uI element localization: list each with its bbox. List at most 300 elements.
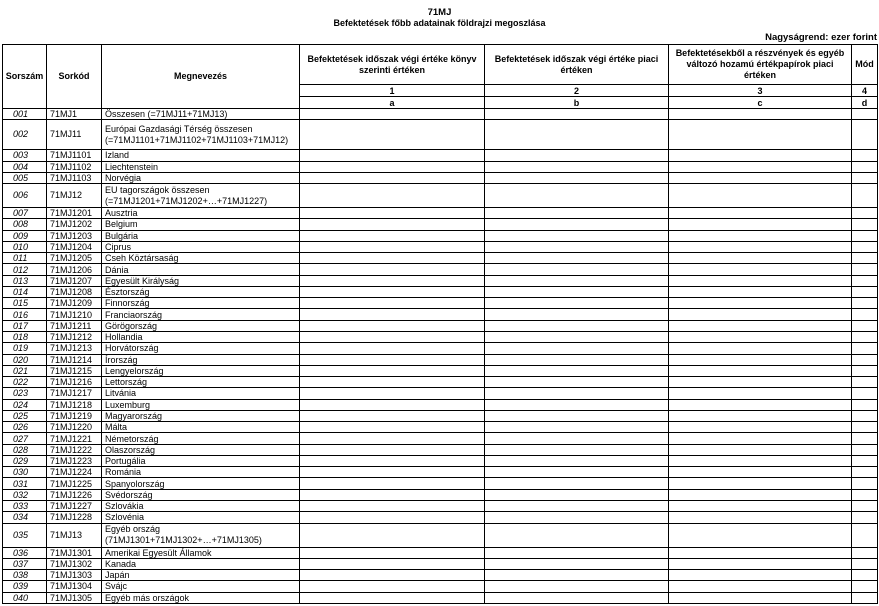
- value-cell-col-2[interactable]: [485, 320, 669, 331]
- value-cell-col-2[interactable]: [485, 109, 669, 120]
- value-cell-mod[interactable]: [852, 219, 878, 230]
- value-cell-col-3[interactable]: [669, 109, 852, 120]
- row-megnevezes: Szlovénia: [102, 512, 300, 523]
- row-sorkod: 71MJ1202: [47, 219, 102, 230]
- row-sorszam: 015: [3, 298, 47, 309]
- value-cell-col-2[interactable]: [485, 264, 669, 275]
- value-cell-col-2[interactable]: [485, 399, 669, 410]
- value-cell-col-1[interactable]: [300, 309, 485, 320]
- table-header: [3, 45, 878, 109]
- value-cell-col-2[interactable]: [485, 331, 669, 342]
- value-cell-mod[interactable]: [852, 365, 878, 376]
- row-sorszam: 004: [3, 161, 47, 172]
- value-cell-col-3[interactable]: [669, 377, 852, 388]
- header-sorszam: Sorszám: [3, 45, 47, 109]
- row-megnevezes: Portugália: [102, 455, 300, 466]
- row-sorkod: 71MJ1302: [47, 558, 102, 569]
- value-cell-col-2[interactable]: [485, 150, 669, 161]
- value-cell-col-2[interactable]: [485, 467, 669, 478]
- value-cell-col-3[interactable]: [669, 558, 852, 569]
- value-cell-col-2[interactable]: [485, 286, 669, 297]
- row-sorkod: 71MJ1207: [47, 275, 102, 286]
- value-cell-col-3[interactable]: [669, 298, 852, 309]
- row-sorkod: 71MJ1201: [47, 208, 102, 219]
- row-sorkod: 71MJ1103: [47, 172, 102, 183]
- table-row: [3, 161, 878, 172]
- row-megnevezes: Írország: [102, 354, 300, 365]
- table-row: [3, 500, 878, 511]
- row-sorkod: 71MJ1305: [47, 592, 102, 603]
- value-cell-col-2[interactable]: [485, 444, 669, 455]
- row-sorkod: 71MJ1223: [47, 455, 102, 466]
- value-cell-col-2[interactable]: [485, 489, 669, 500]
- row-sorkod: 71MJ1211: [47, 320, 102, 331]
- value-cell-mod[interactable]: [852, 410, 878, 421]
- header-col-2: Befektetések időszak végi értéke piaci értéken: [485, 45, 669, 85]
- table-row: [3, 558, 878, 569]
- value-cell-mod[interactable]: [852, 455, 878, 466]
- value-cell-col-2[interactable]: [485, 161, 669, 172]
- value-cell-col-1[interactable]: [300, 109, 485, 120]
- value-cell-mod[interactable]: [852, 208, 878, 219]
- col-number-1: 1: [300, 85, 485, 97]
- row-sorszam: 002: [3, 120, 47, 150]
- header-col-1: Befektetések időszak végi értéke könyv szerinti értéken: [300, 45, 485, 85]
- header-col-mod: Mód: [852, 45, 878, 85]
- row-sorkod: 71MJ1225: [47, 478, 102, 489]
- value-cell-col-1[interactable]: [300, 365, 485, 376]
- table-row: [3, 570, 878, 581]
- row-sorkod: 71MJ1227: [47, 500, 102, 511]
- header-sorkod: Sorkód: [47, 45, 102, 109]
- row-sorszam: 011: [3, 253, 47, 264]
- value-cell-mod[interactable]: [852, 388, 878, 399]
- table-row: [3, 320, 878, 331]
- table-row: [3, 523, 878, 547]
- table-row: [3, 444, 878, 455]
- value-cell-col-2[interactable]: [485, 388, 669, 399]
- table-row: [3, 184, 878, 208]
- row-sorszam: 017: [3, 320, 47, 331]
- row-megnevezes: Belgium: [102, 219, 300, 230]
- row-megnevezes: Svájc: [102, 581, 300, 592]
- row-sorszam: 033: [3, 500, 47, 511]
- row-megnevezes: Egyéb ország (71MJ1301+71MJ1302+…+71MJ1305): [102, 523, 300, 547]
- row-sorszam: 038: [3, 570, 47, 581]
- row-sorszam: 020: [3, 354, 47, 365]
- row-megnevezes: Lettország: [102, 377, 300, 388]
- value-cell-col-2[interactable]: [485, 365, 669, 376]
- value-cell-col-1[interactable]: [300, 388, 485, 399]
- row-sorkod: 71MJ1213: [47, 343, 102, 354]
- row-megnevezes: Izland: [102, 150, 300, 161]
- value-cell-mod[interactable]: [852, 377, 878, 388]
- row-megnevezes: Lengyelország: [102, 365, 300, 376]
- value-cell-col-1[interactable]: [300, 172, 485, 183]
- row-sorszam: 030: [3, 467, 47, 478]
- row-sorszam: 031: [3, 478, 47, 489]
- value-cell-mod[interactable]: [852, 547, 878, 558]
- row-sorkod: 71MJ1226: [47, 489, 102, 500]
- table-row: [3, 230, 878, 241]
- row-sorszam: 003: [3, 150, 47, 161]
- row-sorszam: 023: [3, 388, 47, 399]
- value-cell-col-2[interactable]: [485, 184, 669, 208]
- value-cell-col-1[interactable]: [300, 523, 485, 547]
- row-megnevezes: Olaszország: [102, 444, 300, 455]
- table-row: [3, 365, 878, 376]
- value-cell-mod[interactable]: [852, 298, 878, 309]
- row-megnevezes: Románia: [102, 467, 300, 478]
- value-cell-mod[interactable]: [852, 558, 878, 569]
- row-megnevezes: Ciprus: [102, 241, 300, 252]
- value-cell-col-3[interactable]: [669, 581, 852, 592]
- table-row: [3, 455, 878, 466]
- value-cell-col-3[interactable]: [669, 455, 852, 466]
- table-row: [3, 309, 878, 320]
- value-cell-col-2[interactable]: [485, 172, 669, 183]
- value-cell-col-2[interactable]: [485, 410, 669, 421]
- value-cell-col-1[interactable]: [300, 320, 485, 331]
- value-cell-col-3[interactable]: [669, 230, 852, 241]
- value-cell-mod[interactable]: [852, 286, 878, 297]
- value-cell-col-1[interactable]: [300, 120, 485, 150]
- value-cell-col-2[interactable]: [485, 500, 669, 511]
- row-sorszam: 029: [3, 455, 47, 466]
- col-number-4: 4: [852, 85, 878, 97]
- row-sorszam: 007: [3, 208, 47, 219]
- value-cell-col-3[interactable]: [669, 422, 852, 433]
- value-cell-col-2[interactable]: [485, 208, 669, 219]
- row-sorkod: 71MJ1203: [47, 230, 102, 241]
- value-cell-col-3[interactable]: [669, 354, 852, 365]
- value-cell-col-1[interactable]: [300, 253, 485, 264]
- value-cell-col-2[interactable]: [485, 343, 669, 354]
- value-cell-mod[interactable]: [852, 581, 878, 592]
- row-megnevezes: Egyesült Királyság: [102, 275, 300, 286]
- value-cell-col-1[interactable]: [300, 150, 485, 161]
- value-cell-mod[interactable]: [852, 489, 878, 500]
- row-sorkod: 71MJ1304: [47, 581, 102, 592]
- value-cell-col-1[interactable]: [300, 422, 485, 433]
- value-cell-col-3[interactable]: [669, 570, 852, 581]
- value-cell-col-1[interactable]: [300, 298, 485, 309]
- value-cell-col-1[interactable]: [300, 467, 485, 478]
- value-cell-mod[interactable]: [852, 264, 878, 275]
- value-cell-col-1[interactable]: [300, 592, 485, 603]
- row-sorkod: 71MJ1209: [47, 298, 102, 309]
- value-cell-col-3[interactable]: [669, 320, 852, 331]
- header-megnevezes: Megnevezés: [102, 45, 300, 109]
- value-cell-col-2[interactable]: [485, 354, 669, 365]
- value-cell-col-1[interactable]: [300, 478, 485, 489]
- value-cell-col-3[interactable]: [669, 478, 852, 489]
- table-row: [3, 331, 878, 342]
- value-cell-col-2[interactable]: [485, 433, 669, 444]
- table-row: [3, 399, 878, 410]
- row-megnevezes: Cseh Köztársaság: [102, 253, 300, 264]
- value-cell-mod[interactable]: [852, 109, 878, 120]
- row-sorszam: 037: [3, 558, 47, 569]
- table-row: [3, 219, 878, 230]
- row-megnevezes: Litvánia: [102, 388, 300, 399]
- row-megnevezes: Amerikai Egyesült Államok: [102, 547, 300, 558]
- value-cell-col-2[interactable]: [485, 570, 669, 581]
- value-cell-col-1[interactable]: [300, 558, 485, 569]
- value-cell-col-3[interactable]: [669, 512, 852, 523]
- row-sorkod: 71MJ1224: [47, 467, 102, 478]
- table-row: [3, 275, 878, 286]
- value-cell-col-1[interactable]: [300, 161, 485, 172]
- value-cell-col-3[interactable]: [669, 208, 852, 219]
- value-cell-col-3[interactable]: [669, 120, 852, 150]
- row-megnevezes: Magyarország: [102, 410, 300, 421]
- row-sorszam: 039: [3, 581, 47, 592]
- value-cell-col-3[interactable]: [669, 500, 852, 511]
- row-sorkod: 71MJ1101: [47, 150, 102, 161]
- row-sorszam: 008: [3, 219, 47, 230]
- row-sorkod: 71MJ1220: [47, 422, 102, 433]
- row-megnevezes: Finnország: [102, 298, 300, 309]
- row-sorkod: 71MJ11: [47, 120, 102, 150]
- table-body: [3, 109, 878, 604]
- value-cell-col-1[interactable]: [300, 570, 485, 581]
- value-cell-col-2[interactable]: [485, 309, 669, 320]
- row-megnevezes: Európai Gazdasági Térség összesen (=71MJ1101+71MJ1102+71MJ1103+71MJ12): [102, 120, 300, 150]
- value-cell-col-3[interactable]: [669, 388, 852, 399]
- value-cell-col-2[interactable]: [485, 455, 669, 466]
- value-cell-mod[interactable]: [852, 512, 878, 523]
- value-cell-col-2[interactable]: [485, 592, 669, 603]
- row-sorkod: 71MJ1204: [47, 241, 102, 252]
- value-cell-mod[interactable]: [852, 399, 878, 410]
- row-sorkod: 71MJ1214: [47, 354, 102, 365]
- col-number-2: 2: [485, 85, 669, 97]
- row-megnevezes: Hollandia: [102, 331, 300, 342]
- value-cell-col-3[interactable]: [669, 331, 852, 342]
- row-megnevezes: Bulgária: [102, 230, 300, 241]
- value-cell-col-2[interactable]: [485, 581, 669, 592]
- table-row: [3, 547, 878, 558]
- value-cell-col-3[interactable]: [669, 172, 852, 183]
- value-cell-col-1[interactable]: [300, 219, 485, 230]
- table-row: [3, 150, 878, 161]
- value-cell-col-3[interactable]: [669, 489, 852, 500]
- row-sorkod: 71MJ13: [47, 523, 102, 547]
- form-code: 71MJ: [427, 7, 452, 18]
- row-sorszam: 021: [3, 365, 47, 376]
- value-cell-col-1[interactable]: [300, 286, 485, 297]
- row-sorszam: 012: [3, 264, 47, 275]
- row-sorkod: 71MJ12: [47, 184, 102, 208]
- row-sorszam: 013: [3, 275, 47, 286]
- value-cell-mod[interactable]: [852, 570, 878, 581]
- value-cell-col-1[interactable]: [300, 241, 485, 252]
- value-cell-col-2[interactable]: [485, 523, 669, 547]
- row-sorkod: 71MJ1205: [47, 253, 102, 264]
- value-cell-mod[interactable]: [852, 120, 878, 150]
- form-title: Befektetések főbb adatainak földrajzi megoszlása: [333, 18, 546, 28]
- value-cell-col-3[interactable]: [669, 184, 852, 208]
- value-cell-col-1[interactable]: [300, 208, 485, 219]
- value-cell-mod[interactable]: [852, 161, 878, 172]
- row-sorkod: 71MJ1218: [47, 399, 102, 410]
- value-cell-mod[interactable]: [852, 354, 878, 365]
- value-cell-col-1[interactable]: [300, 275, 485, 286]
- value-cell-col-1[interactable]: [300, 455, 485, 466]
- value-cell-mod[interactable]: [852, 253, 878, 264]
- table-row: [3, 298, 878, 309]
- row-megnevezes: Görögország: [102, 320, 300, 331]
- table-row: [3, 241, 878, 252]
- row-megnevezes: Spanyolország: [102, 478, 300, 489]
- value-cell-col-1[interactable]: [300, 354, 485, 365]
- value-cell-mod[interactable]: [852, 172, 878, 183]
- row-sorszam: 026: [3, 422, 47, 433]
- value-cell-mod[interactable]: [852, 433, 878, 444]
- value-cell-col-1[interactable]: [300, 377, 485, 388]
- row-sorszam: 018: [3, 331, 47, 342]
- row-megnevezes: Kanada: [102, 558, 300, 569]
- value-cell-col-2[interactable]: [485, 377, 669, 388]
- row-sorszam: 035: [3, 523, 47, 547]
- value-cell-col-3[interactable]: [669, 161, 852, 172]
- row-megnevezes: Liechtenstein: [102, 161, 300, 172]
- value-cell-col-3[interactable]: [669, 410, 852, 421]
- row-sorkod: 71MJ1102: [47, 161, 102, 172]
- col-letter-d: d: [852, 97, 878, 109]
- value-cell-col-1[interactable]: [300, 184, 485, 208]
- row-sorkod: 71MJ1228: [47, 512, 102, 523]
- value-cell-col-2[interactable]: [485, 298, 669, 309]
- value-cell-mod[interactable]: [852, 241, 878, 252]
- value-cell-col-1[interactable]: [300, 489, 485, 500]
- row-sorszam: 006: [3, 184, 47, 208]
- row-megnevezes: Japán: [102, 570, 300, 581]
- value-cell-col-3[interactable]: [669, 433, 852, 444]
- value-cell-mod[interactable]: [852, 320, 878, 331]
- value-cell-mod[interactable]: [852, 230, 878, 241]
- row-megnevezes: Ausztria: [102, 208, 300, 219]
- value-cell-col-1[interactable]: [300, 500, 485, 511]
- row-sorkod: 71MJ1212: [47, 331, 102, 342]
- value-cell-col-2[interactable]: [485, 512, 669, 523]
- row-sorszam: 040: [3, 592, 47, 603]
- value-cell-col-3[interactable]: [669, 343, 852, 354]
- value-cell-mod[interactable]: [852, 592, 878, 603]
- table-row: [3, 467, 878, 478]
- value-cell-col-1[interactable]: [300, 512, 485, 523]
- value-cell-col-3[interactable]: [669, 253, 852, 264]
- table-row: [3, 253, 878, 264]
- value-cell-col-2[interactable]: [485, 558, 669, 569]
- row-sorszam: 001: [3, 109, 47, 120]
- col-number-3: 3: [669, 85, 852, 97]
- value-cell-mod[interactable]: [852, 275, 878, 286]
- value-cell-col-1[interactable]: [300, 581, 485, 592]
- header-col-3: Befektetésekből a részvények és egyéb változó hozamú értékpapírok piaci értéken: [669, 45, 852, 85]
- row-sorkod: 71MJ1221: [47, 433, 102, 444]
- table-row: [3, 581, 878, 592]
- value-cell-col-3[interactable]: [669, 309, 852, 320]
- value-cell-col-3[interactable]: [669, 444, 852, 455]
- value-cell-mod[interactable]: [852, 444, 878, 455]
- value-cell-col-1[interactable]: [300, 230, 485, 241]
- value-cell-mod[interactable]: [852, 523, 878, 547]
- row-megnevezes: Norvégia: [102, 172, 300, 183]
- value-cell-col-3[interactable]: [669, 592, 852, 603]
- value-cell-col-2[interactable]: [485, 422, 669, 433]
- row-sorkod: 71MJ1219: [47, 410, 102, 421]
- row-sorszam: 027: [3, 433, 47, 444]
- value-cell-col-1[interactable]: [300, 410, 485, 421]
- row-sorkod: 71MJ1: [47, 109, 102, 120]
- value-cell-mod[interactable]: [852, 331, 878, 342]
- value-cell-mod[interactable]: [852, 309, 878, 320]
- col-letter-b: b: [485, 97, 669, 109]
- value-cell-col-2[interactable]: [485, 230, 669, 241]
- value-cell-col-1[interactable]: [300, 264, 485, 275]
- value-cell-mod[interactable]: [852, 467, 878, 478]
- table-row: [3, 433, 878, 444]
- value-cell-col-2[interactable]: [485, 253, 669, 264]
- value-cell-col-2[interactable]: [485, 219, 669, 230]
- table-row: [3, 512, 878, 523]
- value-cell-mod[interactable]: [852, 478, 878, 489]
- value-cell-col-3[interactable]: [669, 523, 852, 547]
- value-cell-col-3[interactable]: [669, 219, 852, 230]
- value-cell-mod[interactable]: [852, 500, 878, 511]
- value-cell-col-1[interactable]: [300, 399, 485, 410]
- row-megnevezes: Összesen (=71MJ11+71MJ13): [102, 109, 300, 120]
- value-cell-mod[interactable]: [852, 150, 878, 161]
- row-sorkod: 71MJ1217: [47, 388, 102, 399]
- row-sorszam: 032: [3, 489, 47, 500]
- value-cell-col-1[interactable]: [300, 343, 485, 354]
- value-cell-col-1[interactable]: [300, 547, 485, 558]
- table-row: [3, 478, 878, 489]
- value-cell-col-3[interactable]: [669, 275, 852, 286]
- value-cell-col-2[interactable]: [485, 275, 669, 286]
- row-megnevezes: Horvátország: [102, 343, 300, 354]
- value-cell-col-3[interactable]: [669, 241, 852, 252]
- value-cell-col-3[interactable]: [669, 399, 852, 410]
- value-cell-col-1[interactable]: [300, 433, 485, 444]
- value-cell-col-3[interactable]: [669, 365, 852, 376]
- value-cell-col-3[interactable]: [669, 467, 852, 478]
- value-cell-mod[interactable]: [852, 184, 878, 208]
- value-cell-col-3[interactable]: [669, 150, 852, 161]
- value-cell-col-3[interactable]: [669, 286, 852, 297]
- row-megnevezes: EU tagországok összesen (=71MJ1201+71MJ1202+…+71MJ1227): [102, 184, 300, 208]
- row-sorszam: 028: [3, 444, 47, 455]
- value-cell-col-2[interactable]: [485, 478, 669, 489]
- value-cell-col-2[interactable]: [485, 547, 669, 558]
- row-megnevezes: Dánia: [102, 264, 300, 275]
- value-cell-col-3[interactable]: [669, 547, 852, 558]
- table-row: [3, 208, 878, 219]
- value-cell-mod[interactable]: [852, 422, 878, 433]
- row-sorszam: 009: [3, 230, 47, 241]
- value-cell-col-3[interactable]: [669, 264, 852, 275]
- table-row: [3, 120, 878, 150]
- value-cell-col-1[interactable]: [300, 444, 485, 455]
- value-cell-col-2[interactable]: [485, 120, 669, 150]
- value-cell-mod[interactable]: [852, 343, 878, 354]
- value-cell-col-1[interactable]: [300, 331, 485, 342]
- value-cell-col-2[interactable]: [485, 241, 669, 252]
- row-sorkod: 71MJ1301: [47, 547, 102, 558]
